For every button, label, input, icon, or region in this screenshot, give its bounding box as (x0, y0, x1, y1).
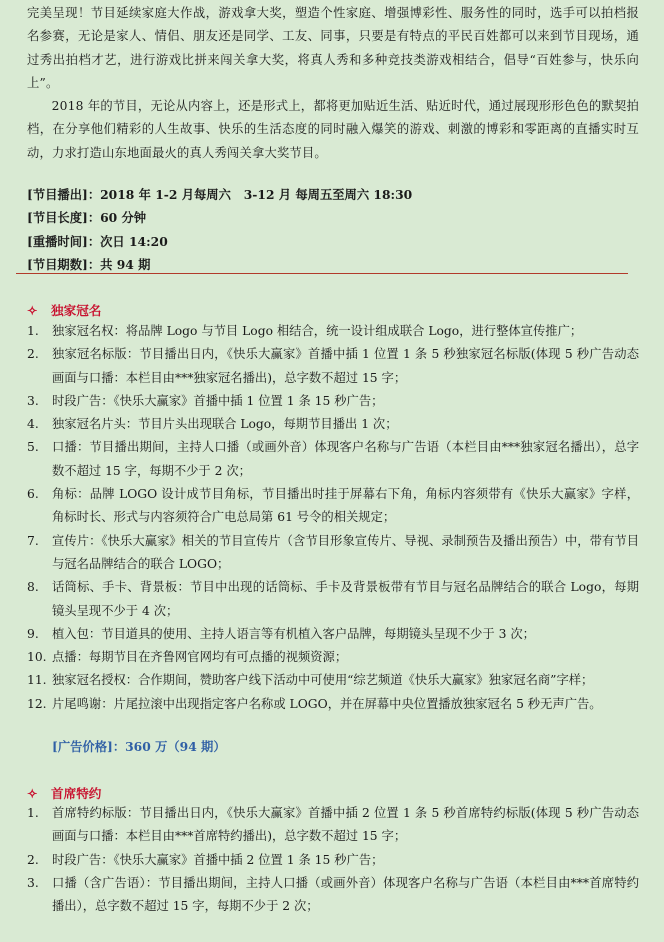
section-divider (16, 273, 628, 274)
list-item-text: 口播：节目播出期间，主持人口播（或画外音）体现客户名称与广告语（本栏目由***独家冠名播出），总字数不超过 15 字，每期不少于 2 次； (52, 440, 639, 478)
list-item-text: 点播：每期节目在齐鲁网官网均有可点播的视频资源； (52, 650, 348, 665)
list-item-number: 3. (27, 875, 39, 890)
list-item-number: 2. (27, 852, 39, 867)
section-title-label: 独家冠名 (51, 303, 102, 318)
list-item (27, 646, 639, 669)
list-item-text: 话筒标、手卡、背景板：节目中出现的话筒标、手卡及背景板带有节目与冠名品牌结合的联合 Logo，每期镜头呈现不少于 4 次； (52, 580, 639, 618)
list-item-text: 首席特约标版：节目播出日内，《快乐大赢家》首播中插 2 位置 1 条 5 秒首席特约标版(体现 5 秒广告动态画面与口播：本栏目由***首席特约播出)，总字数不超过 15 字； (52, 806, 639, 844)
list-item-number: 10. (27, 650, 47, 665)
exclusive-sponsor-list (27, 320, 639, 716)
list-item-number: 3. (27, 393, 39, 408)
list-item-text: 口播（含广告语）：节目播出期间，主持人口播（或画外音）体现客户名称与广告语（本栏目由***首席特约播出），总字数不超过 15 字，每期不少于 2 次； (52, 875, 639, 914)
list-item (27, 343, 639, 390)
list-item-text: 独家冠名片头：节目片头出现联合 Logo，每期节目播出 1 次； (52, 417, 398, 432)
program-info (27, 183, 639, 276)
list-item-number: 9. (27, 626, 39, 641)
diamond-star-icon: ✧ (27, 786, 38, 801)
price-label: [广告价格]：360 万（94 期） (52, 739, 226, 754)
list-item (27, 390, 639, 413)
list-item (27, 436, 639, 483)
list-item-text: 时段广告：《快乐大赢家》首播中插 1 位置 1 条 15 秒广告； (52, 393, 384, 408)
list-item-number: 4. (27, 417, 39, 432)
section-title-label: 首席特约 (51, 786, 102, 801)
list-item (27, 693, 639, 716)
list-item (27, 413, 639, 436)
list-item-number: 2. (27, 347, 39, 362)
list-item-text: 时段广告：《快乐大赢家》首播中插 2 位置 1 条 15 秒广告； (52, 852, 384, 867)
section-title-exclusive (27, 300, 101, 319)
list-item-text: 独家冠名标版：节目播出日内，《快乐大赢家》首播中插 1 位置 1 条 5 秒独家冠名标版(体现 5 秒广告动态画面与口播：本栏目由***独家冠名播出)，总字数不超过 15 字； (52, 347, 639, 385)
list-item-text: 植入包：节目道具的使用、主持人语言等有机植入客户品牌，每期镜头呈现不少于 3 次； (52, 626, 535, 641)
list-item-number: 11. (27, 673, 47, 688)
list-item (27, 669, 639, 692)
intro-paragraph-1: 完美呈现！节目延续家庭大作战，游戏拿大奖，塑造个性家庭、增强博彩性、服务性的同时，选手可以拍档报名参赛，无论是家人、情侣、朋友还是同学、工友、同事，只要是有特点的平民百姓都可以来到节目现场，通过秀出拍档才艺，进行游戏比拼来闯关拿大奖，将真人秀和多种竞技类游戏相结合，倡导“百姓参与，快乐向上”。 (27, 6, 639, 90)
episode-count: [节目期数]：共 94 期 (27, 256, 151, 272)
diamond-star-icon: ✧ (27, 303, 38, 318)
list-item-text: 独家冠名权：将品牌 Logo 与节目 Logo 相结合，统一设计组成联合 Logo，进行整体宣传推广； (52, 324, 583, 338)
program-duration: [节目长度]：60 分钟 (27, 210, 147, 226)
list-item (27, 320, 639, 343)
list-item-number: 6. (27, 487, 39, 502)
intro-text (27, 2, 639, 165)
list-item-number: 1. (27, 324, 39, 338)
list-item-text: 角标：品牌 LOGO 设计成节目角标，节目播出时挂于屏幕右下角，角标内容须带有《快乐大赢家》字样，角标时长、形式与内容须符合广电总局第 61 号令的相关规定； (52, 487, 639, 525)
list-item-number: 8. (27, 580, 39, 595)
list-item-text: 片尾鸣谢：片尾拉滚中出现指定客户名称或 LOGO，并在屏幕中央位置播放独家冠名 5 秒无声广告。 (52, 696, 602, 711)
list-item-number: 5. (27, 440, 39, 455)
list-item-number: 1. (27, 806, 39, 820)
rerun-time: [重播时间]：次日 14:20 (27, 233, 168, 249)
intro-paragraph-2: 2018 年的节目，无论从内容上，还是形式上，都将更加贴近生活、贴近时代，通过展现形形色色的默契拍档，在分享他们精彩的人生故事、快乐的生活态度的同时融入爆笑的游戏、刺激的博彩和零距离的直播实时互动，力求打造山东地面最火的真人秀闯关拿大奖节目。 (27, 99, 639, 160)
list-item-text: 宣传片：《快乐大赢家》相关的节目宣传片（含节目形象宣传片、导视、录制预告及播出预告）中，带有节目与冠名品牌结合的联合 LOGO； (52, 533, 639, 571)
list-item (27, 530, 639, 577)
air-time: [节目播出]：2018 年 1-2 月每周六 3-12 月 每周五至周六 18:30 (27, 187, 413, 202)
list-item-number: 7. (27, 533, 39, 548)
list-item-text: 独家冠名授权：合作期间，赞助客户线下活动中可使用“综艺频道《快乐大赢家》独家冠名商”字样； (52, 673, 594, 688)
list-item (27, 872, 639, 919)
list-item (27, 576, 639, 623)
section-title-chief (27, 783, 101, 802)
chief-sponsor-list (27, 802, 639, 918)
list-item (27, 849, 639, 872)
list-item (27, 483, 639, 530)
list-item (27, 802, 639, 849)
list-item-number: 12. (27, 696, 47, 711)
list-item (27, 623, 639, 646)
